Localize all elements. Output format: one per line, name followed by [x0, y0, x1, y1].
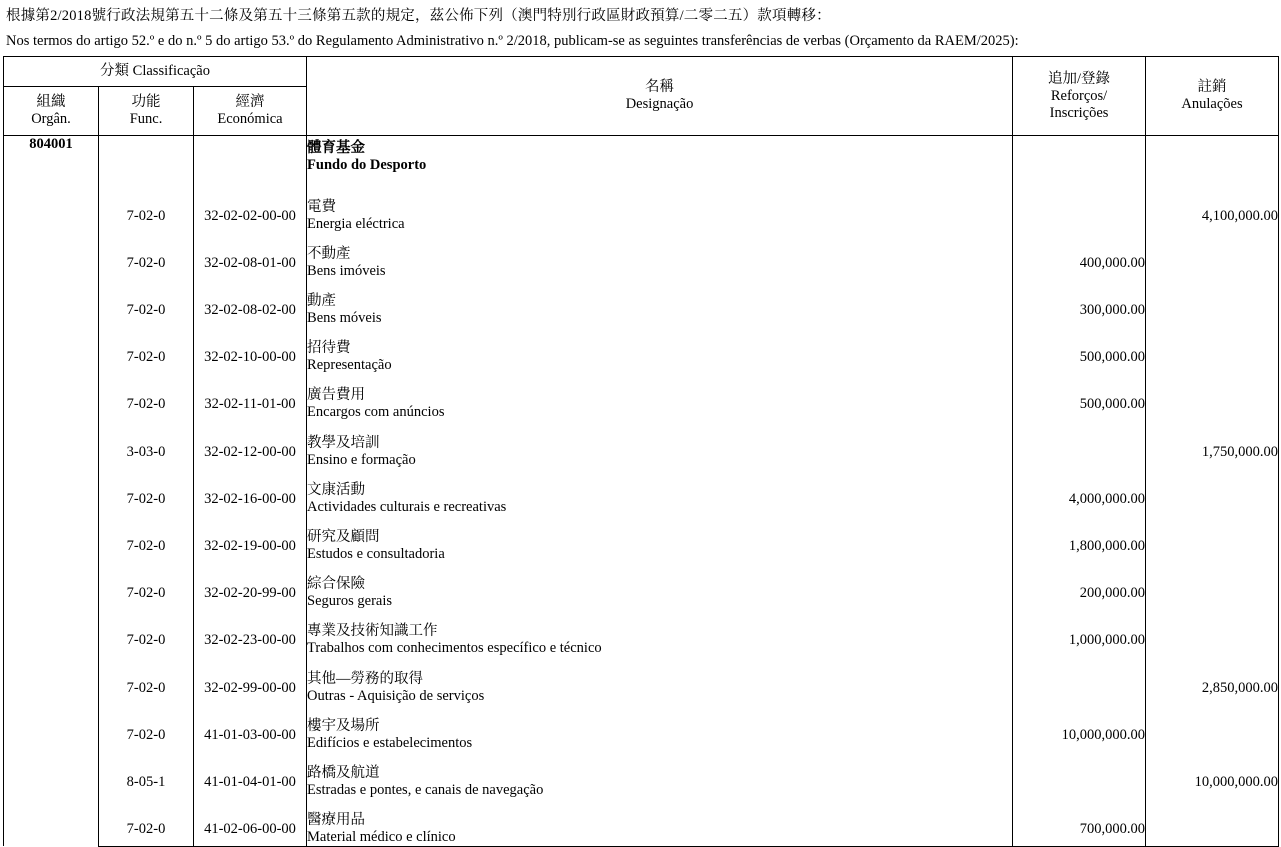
- annulment-amount: [1146, 280, 1279, 327]
- annulment-amount: [1146, 233, 1279, 280]
- annulment-amount: [1146, 327, 1279, 374]
- functional-code: 7-02-0: [99, 705, 194, 752]
- functional-header: [99, 87, 194, 136]
- annulment-amount: 2,850,000.00: [1146, 657, 1279, 704]
- fund-name-zh: 體育基金: [307, 140, 366, 156]
- functional-code: 7-02-0: [99, 327, 194, 374]
- annulment-amount: [1146, 610, 1279, 657]
- economic-header-pt: Económica: [217, 111, 283, 127]
- annulment-amount: [1146, 516, 1279, 563]
- designation-zh: 綜合保險: [307, 576, 366, 593]
- reinforcement-amount: [1013, 186, 1146, 233]
- economic-code: 32-02-08-02-00: [194, 280, 307, 327]
- economic-code: 32-02-02-00-00: [194, 186, 307, 233]
- budget-transfer-table: [3, 56, 1279, 847]
- reinforcement-amount: 1,800,000.00: [1013, 516, 1146, 563]
- designation-zh: 文康活動: [307, 481, 366, 498]
- designation-cell: [307, 563, 1013, 610]
- economic-code: 32-02-23-00-00: [194, 610, 307, 657]
- designation-cell: [307, 610, 1013, 657]
- designation-zh: 樓宇及場所: [307, 717, 380, 734]
- reinforcement-amount: 10,000,000.00: [1013, 705, 1146, 752]
- economic-header-zh: 經濟: [235, 94, 265, 110]
- functional-code: 7-02-0: [99, 563, 194, 610]
- fund-name-pt: Fundo do Desporto: [307, 157, 427, 173]
- functional-code: 7-02-0: [99, 469, 194, 516]
- organic-header: [4, 87, 99, 136]
- reinforcement-amount: [1013, 421, 1146, 468]
- designation-zh: 電費: [307, 198, 337, 215]
- designation-pt: Trabalhos com conhecimentos específico e técnico: [307, 640, 602, 657]
- table-row: [4, 233, 1279, 280]
- designation-header-pt: Designação: [625, 96, 694, 112]
- functional-code: 7-02-0: [99, 516, 194, 563]
- designation-cell: [307, 233, 1013, 280]
- annulment-amount: [1146, 705, 1279, 752]
- economic-code: 41-02-06-00-00: [194, 799, 307, 846]
- annulments-header-pt: Anulações: [1181, 96, 1243, 112]
- functional-code: 7-02-0: [99, 374, 194, 421]
- reinforcement-amount: 500,000.00: [1013, 327, 1146, 374]
- designation-pt: Bens imóveis: [307, 262, 386, 279]
- reinforcement-amount: 400,000.00: [1013, 233, 1146, 280]
- fund-func-cell: [99, 136, 194, 186]
- designation-header-zh: 名稱: [645, 79, 675, 95]
- designation-zh: 廣告費用: [307, 387, 366, 404]
- designation-cell: [307, 280, 1013, 327]
- reinforcement-amount: 300,000.00: [1013, 280, 1146, 327]
- annulments-header-zh: 註銷: [1197, 79, 1227, 95]
- economic-code: 32-02-20-99-00: [194, 563, 307, 610]
- designation-pt: Energia eléctrica: [307, 215, 405, 232]
- designation-zh: 不動產: [307, 245, 351, 262]
- designation-cell: [307, 327, 1013, 374]
- economic-code: 32-02-99-00-00: [194, 657, 307, 704]
- designation-cell: [307, 469, 1013, 516]
- organic-header-pt: Orgân.: [31, 111, 71, 127]
- designation-pt: Estudos e consultadoria: [307, 546, 445, 562]
- functional-header-zh: 功能: [131, 94, 161, 110]
- reinforcements-header-pt2: Inscrições: [1049, 104, 1109, 121]
- designation-pt: Outras - Aquisição de serviços: [307, 687, 485, 704]
- annulment-amount: 1,750,000.00: [1146, 421, 1279, 468]
- designation-zh: 其他—勞務的取得: [307, 670, 424, 687]
- functional-code: 8-05-1: [99, 752, 194, 799]
- functional-code: 7-02-0: [99, 280, 194, 327]
- annulments-header: [1146, 57, 1279, 136]
- table-row: [4, 752, 1279, 799]
- functional-code: 3-03-0: [99, 421, 194, 468]
- table-row: [4, 186, 1279, 233]
- economic-code: 32-02-12-00-00: [194, 421, 307, 468]
- economic-code: 32-02-11-01-00: [194, 374, 307, 421]
- designation-pt: Representação: [307, 357, 392, 374]
- table-row: [4, 705, 1279, 752]
- designation-pt: Edifícios e estabelecimentos: [307, 734, 473, 751]
- table-row: [4, 469, 1279, 516]
- designation-cell: [307, 799, 1013, 846]
- table-row: [4, 563, 1279, 610]
- annulment-amount: [1146, 563, 1279, 610]
- designation-cell: [307, 752, 1013, 799]
- reinforcement-amount: 4,000,000.00: [1013, 469, 1146, 516]
- reinforcements-header: [1013, 57, 1146, 136]
- economic-code: 32-02-08-01-00: [194, 233, 307, 280]
- reinforcement-amount: 700,000.00: [1013, 799, 1146, 846]
- designation-cell: [307, 186, 1013, 233]
- table-row: [4, 657, 1279, 704]
- reinforcement-amount: 500,000.00: [1013, 374, 1146, 421]
- organic-code: 804001: [4, 136, 99, 847]
- economic-code: 32-02-16-00-00: [194, 469, 307, 516]
- designation-pt: Estradas e pontes, e canais de navegação: [307, 781, 544, 798]
- table-row: [4, 327, 1279, 374]
- annulment-amount: [1146, 374, 1279, 421]
- designation-header: [307, 57, 1013, 136]
- table-row: [4, 610, 1279, 657]
- functional-code: 7-02-0: [99, 799, 194, 846]
- economic-code: 41-01-04-01-00: [194, 752, 307, 799]
- designation-zh: 路橋及航道: [307, 764, 380, 781]
- economic-header: [194, 87, 307, 136]
- designation-pt: Material médico e clínico: [307, 828, 456, 845]
- reinforcement-amount: 1,000,000.00: [1013, 610, 1146, 657]
- functional-code: 7-02-0: [99, 610, 194, 657]
- fund-row: [4, 136, 1279, 186]
- designation-pt: Ensino e formação: [307, 451, 416, 468]
- table-row: [4, 516, 1279, 563]
- functional-header-pt: Func.: [129, 111, 163, 127]
- intro-chinese: 根據第2/2018號行政法規第五十二條及第五十三條第五款的規定，茲公佈下列（澳門特別行政區財政預算/二零二五）款項轉移：: [6, 8, 831, 24]
- annulment-amount: 10,000,000.00: [1146, 752, 1279, 799]
- annulment-amount: [1146, 799, 1279, 846]
- designation-zh: 醫療用品: [307, 811, 366, 828]
- designation-pt: Encargos com anúncios: [307, 404, 445, 421]
- designation-pt: Actividades culturais e recreativas: [307, 498, 507, 515]
- intro-portuguese: Nos termos do artigo 52.º e do n.º 5 do artigo 53.º do Regulamento Administrativo n.º 2/2018, publicam-se as seguintes transferências de verbas (Orçamento da RAEM/2025):: [6, 33, 1019, 49]
- table-row: [4, 799, 1279, 846]
- organic-header-zh: 組織: [36, 94, 66, 110]
- reinforcements-header-zh: 追加/登錄: [1048, 70, 1111, 87]
- designation-cell: [307, 374, 1013, 421]
- designation-cell: [307, 516, 1013, 563]
- functional-code: 7-02-0: [99, 186, 194, 233]
- designation-zh: 招待費: [307, 340, 351, 357]
- functional-code: 7-02-0: [99, 233, 194, 280]
- fund-econ-cell: [194, 136, 307, 186]
- reinforcement-amount: [1013, 752, 1146, 799]
- economic-code: 32-02-19-00-00: [194, 516, 307, 563]
- economic-code: 32-02-10-00-00: [194, 327, 307, 374]
- fund-name-cell: [307, 136, 1013, 186]
- table-row: [4, 280, 1279, 327]
- designation-zh: 研究及顧問: [307, 529, 380, 545]
- designation-zh: 動產: [307, 293, 337, 310]
- designation-zh: 教學及培訓: [307, 434, 380, 451]
- annulment-amount: 4,100,000.00: [1146, 186, 1279, 233]
- designation-cell: [307, 657, 1013, 704]
- designation-cell: [307, 705, 1013, 752]
- designation-zh: 專業及技術知識工作: [307, 623, 438, 640]
- reinforcements-header-pt1: Reforços/: [1050, 87, 1108, 104]
- fund-reinforcement-cell: [1013, 136, 1146, 186]
- designation-pt: Seguros gerais: [307, 593, 392, 610]
- annulment-amount: [1146, 469, 1279, 516]
- classification-header: 分類 Classificação: [4, 57, 307, 87]
- reinforcement-amount: [1013, 657, 1146, 704]
- fund-annulment-cell: [1146, 136, 1279, 186]
- reinforcement-amount: 200,000.00: [1013, 563, 1146, 610]
- designation-pt: Bens móveis: [307, 310, 382, 327]
- designation-cell: [307, 421, 1013, 468]
- functional-code: 7-02-0: [99, 657, 194, 704]
- table-row: [4, 421, 1279, 468]
- table-row: [4, 374, 1279, 421]
- economic-code: 41-01-03-00-00: [194, 705, 307, 752]
